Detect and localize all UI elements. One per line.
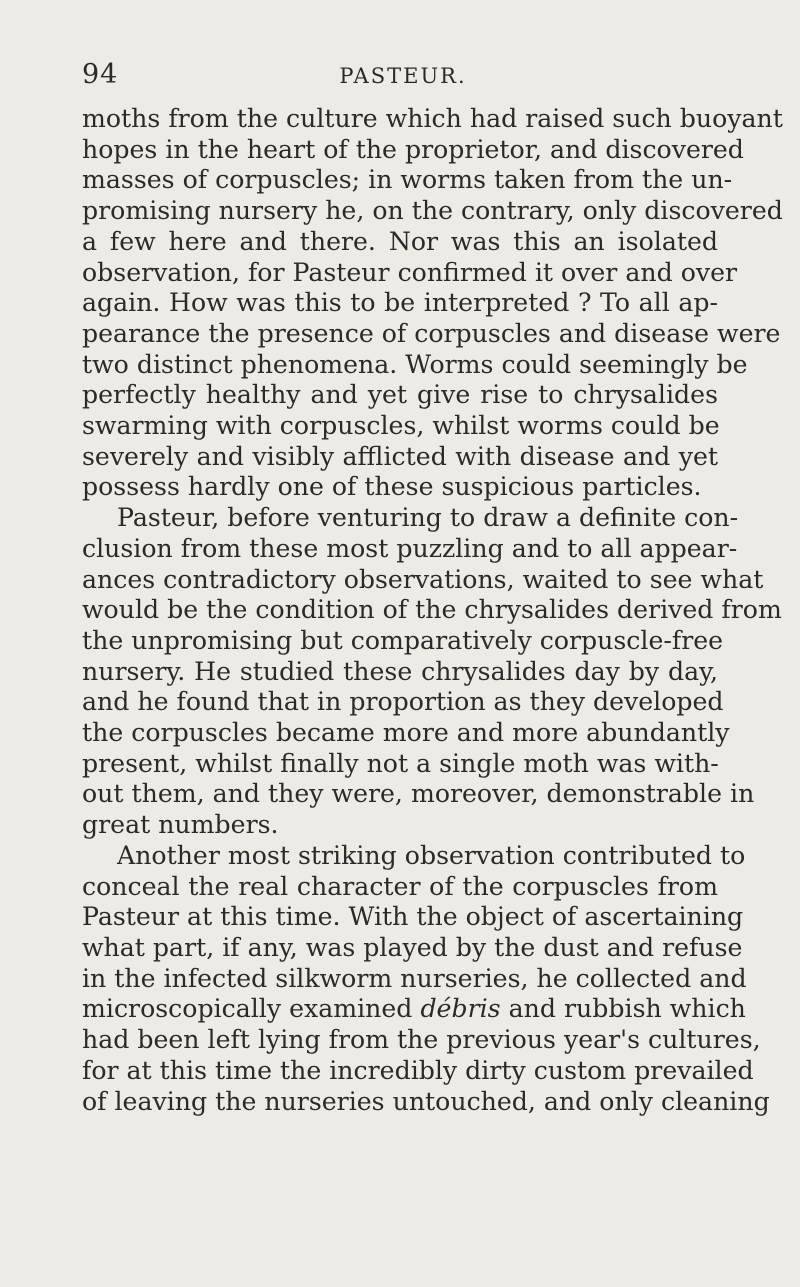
text-line-content: a few here and there. Nor was this an isolated [82, 226, 718, 256]
text-line-content: swarming with corpuscles, whilst worms could be [82, 411, 720, 441]
text-line-content: in the infected silkworm nurseries, he collected and [82, 963, 747, 993]
body-text [82, 104, 783, 1117]
text-line [82, 718, 730, 749]
text-line [82, 779, 755, 810]
running-head: PASTEUR. [339, 64, 467, 88]
text-line [82, 564, 764, 596]
text-line-content: would be the condition of the chrysalides derived from [82, 595, 782, 625]
text-line-content: severely and visibly afflicted with disease and yet [82, 441, 718, 471]
text-line [82, 380, 718, 411]
text-line [82, 196, 783, 227]
text-line [82, 104, 783, 135]
text-line-content: the corpuscles became more and more abundantly [82, 718, 730, 748]
text-line [82, 840, 746, 872]
text-line [82, 349, 748, 381]
text-line [82, 1055, 754, 1087]
text-line-content: for at this time the incredibly dirty custom prevailed [82, 1055, 754, 1085]
text-line [82, 963, 747, 995]
text-line-content: great numbers. [82, 810, 279, 840]
text-line [82, 533, 738, 565]
text-line-content: Another most striking observation contributed to [117, 840, 746, 870]
text-line [82, 288, 718, 319]
text-line [82, 932, 743, 964]
text-line-content: conceal the real character of the corpuscles from [82, 871, 718, 901]
text-line-content: of leaving the nurseries untouched, and only cleaning [82, 1086, 770, 1116]
text-line [82, 749, 718, 780]
text-line [82, 165, 733, 196]
text-line-content: and he found that in proportion as they developed [82, 687, 724, 717]
text-line-content: what part, if any, was played by the dust and refuse [82, 932, 743, 962]
text-line [82, 595, 782, 626]
text-line-content: two distinct phenomena. Worms could seemingly be [82, 349, 748, 379]
text-line-content: the unpromising but comparatively corpuscle-free [82, 625, 724, 655]
text-line [82, 411, 718, 442]
text-line [82, 503, 739, 534]
text-line [82, 134, 744, 166]
text-line [82, 902, 744, 933]
text-line-content: promising nursery he, on the contrary, only discovered [82, 196, 783, 226]
italic-word: débris [420, 994, 501, 1024]
text-line-content: perfectly healthy and yet give rise to chrysalides [82, 380, 718, 410]
text-line-tail: and rubbish which [508, 994, 746, 1024]
text-line [82, 625, 724, 657]
text-line-content: masses of corpuscles; in worms taken from the un- [82, 165, 733, 195]
text-line-content: microscopically examined [82, 994, 413, 1024]
text-line-content: had been left lying from the previous year's cultures, [82, 1025, 761, 1055]
text-line [82, 227, 718, 258]
text-line [82, 472, 718, 503]
text-line-content: pearance the presence of corpuscles and disease were [82, 318, 781, 348]
page-header [82, 58, 714, 92]
text-line [82, 810, 718, 841]
text-line [82, 318, 781, 350]
text-line-content: again. How was this to be interpreted ? To all ap- [82, 288, 718, 318]
text-line-content: possess hardly one of these suspicious particles. [82, 472, 702, 502]
text-line [82, 687, 724, 718]
text-line-content: Pasteur, before venturing to draw a definite con- [117, 503, 739, 533]
text-line-content: clusion from these most puzzling and to all appear- [82, 533, 738, 563]
text-line-content: Pasteur at this time. With the object of ascertaining [82, 902, 744, 932]
text-line-content: out them, and they were, moreover, demonstrable in [82, 779, 755, 809]
text-line-content: moths from the culture which had raised such buoyant [82, 104, 783, 133]
text-line [82, 1025, 761, 1056]
text-line-content: present, whilst finally not a single moth was with- [82, 748, 719, 778]
page-number: 94 [82, 59, 119, 90]
text-line-content: nursery. He studied these chrysalides day by day, [82, 656, 718, 686]
text-line [82, 872, 718, 903]
text-line-content: ances contradictory observations, waited to see what [82, 564, 764, 594]
text-line [82, 994, 746, 1025]
text-line [82, 1086, 770, 1118]
text-line [82, 442, 718, 473]
text-line [82, 257, 738, 289]
text-line-content: observation, for Pasteur confirmed it over and over [82, 257, 738, 287]
text-line [82, 657, 718, 688]
text-line-content: hopes in the heart of the proprietor, and discovered [82, 134, 744, 164]
